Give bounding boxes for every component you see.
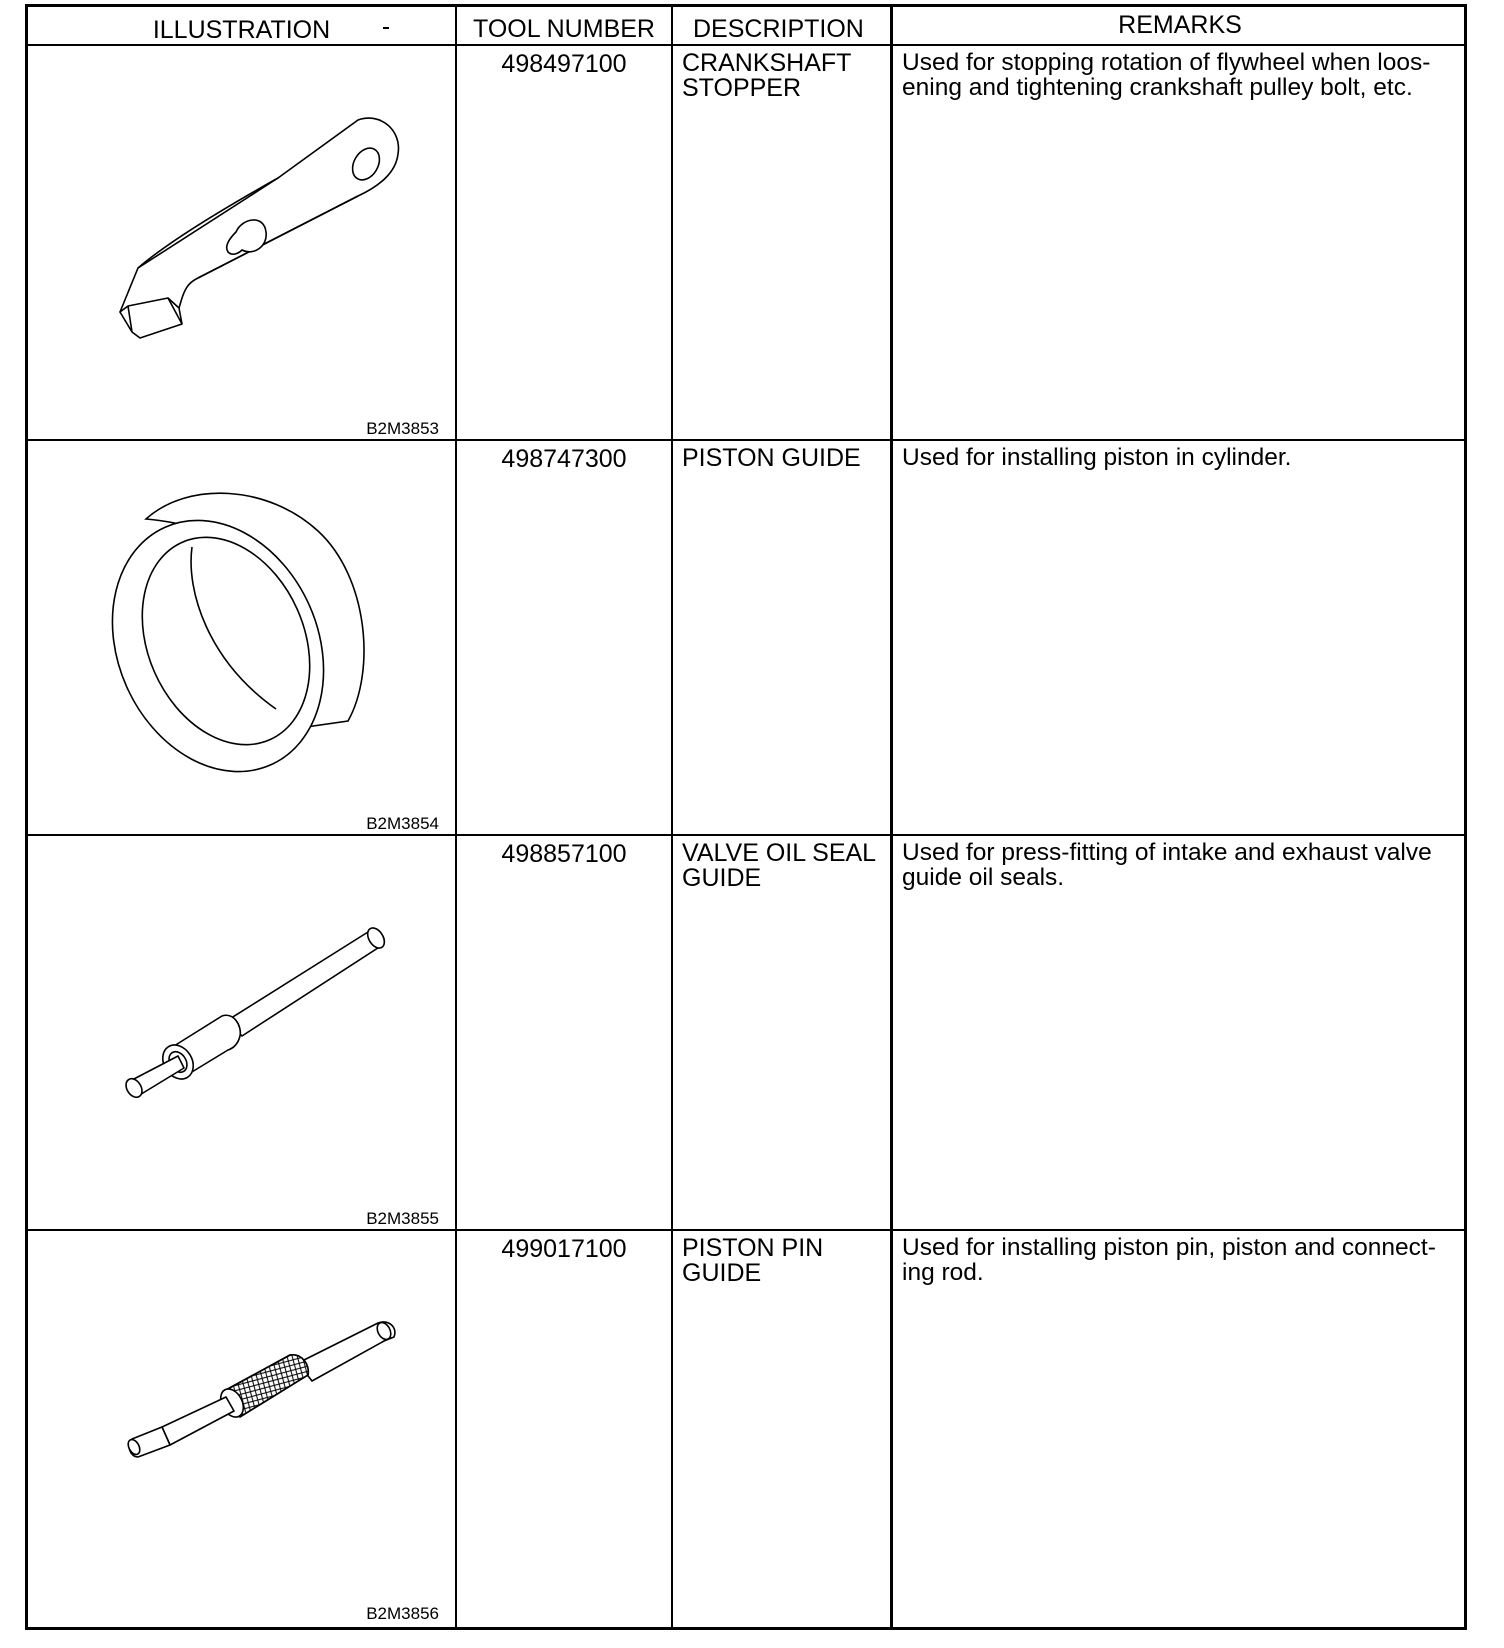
description-line: GUIDE — [682, 1259, 762, 1287]
description-line: VALVE OIL SEAL — [682, 839, 877, 867]
piston-pin-guide-icon — [28, 1231, 455, 1624]
valve-oil-seal-guide-icon — [28, 836, 455, 1229]
header-remarks: REMARKS — [1118, 11, 1242, 39]
description-line: PISTON GUIDE — [682, 444, 861, 472]
tool-number: 498497100 — [501, 50, 627, 78]
tool-remarks — [902, 50, 1462, 100]
remarks-line: ing rod. — [902, 1259, 984, 1286]
tool-description — [682, 841, 882, 891]
table-row — [28, 836, 1464, 1231]
description-line: CRANKSHAFT — [682, 49, 852, 77]
description-line: STOPPER — [682, 74, 802, 102]
table-row — [28, 1231, 1464, 1626]
table-row — [28, 46, 1464, 441]
figure-code: B2M3853 — [366, 419, 439, 438]
piston-guide-icon — [28, 441, 455, 834]
description-line: GUIDE — [682, 864, 762, 892]
remarks-line: guide oil seals. — [902, 864, 1065, 891]
tool-description — [682, 1236, 882, 1286]
crankshaft-stopper-icon — [28, 46, 455, 439]
description-line: PISTON PIN — [682, 1234, 824, 1262]
remarks-line: Used for installing piston in cylinder. — [902, 444, 1292, 471]
illustration-cell — [28, 46, 455, 439]
illustration-cell — [28, 836, 455, 1229]
stray-mark — [383, 27, 389, 29]
header-illustration: ILLUSTRATION — [152, 16, 331, 44]
tool-remarks — [902, 445, 1462, 470]
figure-code: B2M3854 — [366, 814, 439, 833]
header-description: DESCRIPTION — [693, 15, 864, 43]
tool-description — [682, 446, 882, 471]
tool-number: 498747300 — [501, 445, 627, 473]
tool-remarks — [902, 1235, 1462, 1285]
remarks-line: Used for installing piston pin, piston and connect- — [902, 1234, 1436, 1261]
illustration-cell — [28, 1231, 455, 1624]
table-row — [28, 441, 1464, 836]
tool-remarks — [902, 840, 1462, 890]
remarks-line: Used for stopping rotation of flywheel when loos- — [902, 49, 1431, 76]
remarks-line: ening and tightening crankshaft pulley bolt, etc. — [902, 74, 1413, 101]
figure-code: B2M3856 — [366, 1604, 439, 1623]
illustration-cell — [28, 441, 455, 834]
figure-code: B2M3855 — [366, 1209, 439, 1228]
remarks-line: Used for press-fitting of intake and exhaust valve — [902, 839, 1432, 866]
tool-description — [682, 51, 882, 101]
tool-number: 498857100 — [501, 840, 627, 868]
header-tool-number: TOOL NUMBER — [473, 15, 655, 43]
special-tools-table — [25, 4, 1467, 1630]
tool-number: 499017100 — [501, 1235, 627, 1263]
